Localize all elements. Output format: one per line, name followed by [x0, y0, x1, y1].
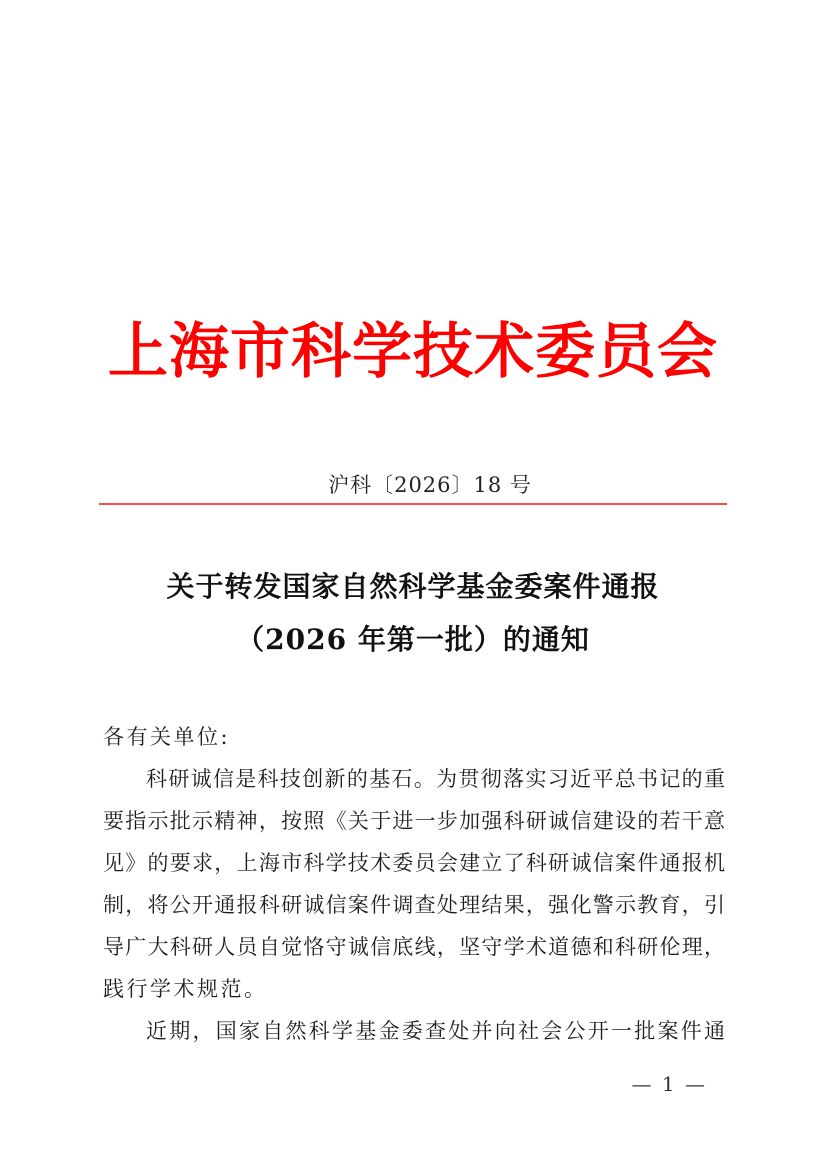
- doc-number: 沪科〔2026〕18 号: [328, 473, 532, 497]
- body-line: 要指示批示精神，按照《关于进一步加强科研诚信建设的若干意: [103, 809, 725, 833]
- body-line: 科研诚信是科技创新的基石。为贯彻落实习近平总书记的重: [146, 767, 725, 791]
- page-number: — 1 —: [631, 1072, 707, 1096]
- salutation: 各有关单位:: [103, 725, 231, 749]
- doc-title: [0, 560, 826, 666]
- body-line: 见》的要求，上海市科学技术委员会建立了科研诚信案件通报机: [103, 851, 725, 875]
- body-line: 制，将公开通报科研诚信案件调查处理结果，强化警示教育，引: [103, 893, 725, 917]
- body-text: [103, 716, 725, 1052]
- body-line: 近期，国家自然科学基金委查处并向社会公开一批案件通: [146, 1019, 725, 1043]
- red-divider-rule: [99, 503, 727, 505]
- doc-number-row: [0, 470, 826, 500]
- body-line: 践行学术规范。: [103, 977, 268, 1001]
- body-line: 导广大科研人员自觉恪守诚信底线，坚守学术道德和科研伦理，: [103, 935, 725, 959]
- agency-masthead: 上海市科学技术委员会: [108, 317, 718, 387]
- doc-title-line-1: 关于转发国家自然科学基金委案件通报: [166, 570, 660, 603]
- doc-title-line-2: （2026 年第一批）的通知: [236, 623, 590, 656]
